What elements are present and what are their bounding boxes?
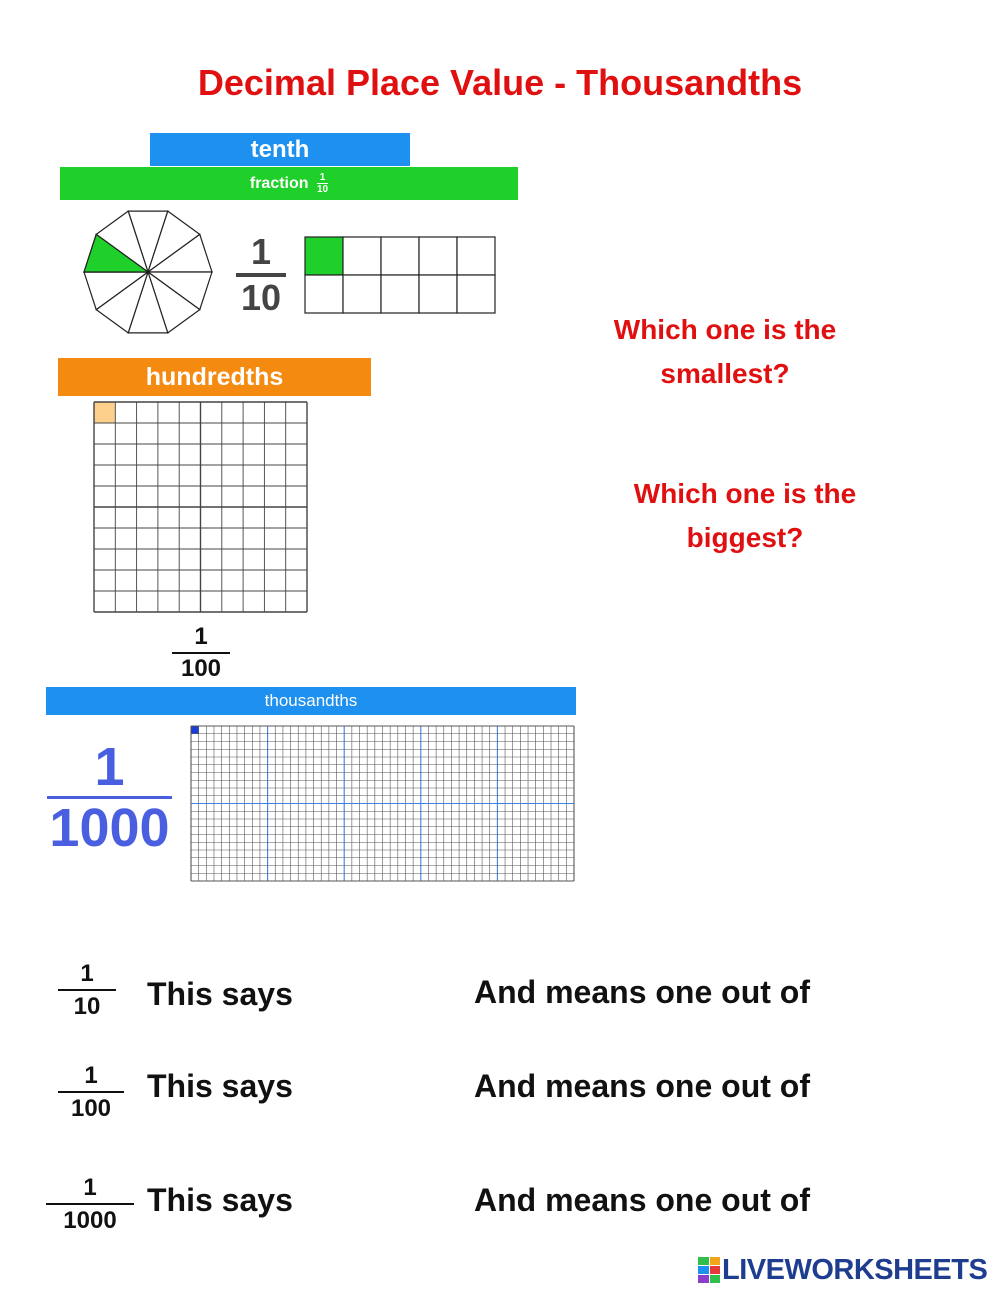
tenths-grid-cell: [457, 237, 495, 275]
tenths-grid-cell: [343, 275, 381, 313]
tenths-grid-cell: [343, 237, 381, 275]
hundredths-grid: [93, 401, 311, 615]
fraction-header-label: fraction: [249, 175, 309, 192]
tenths-grid-cell: [305, 275, 343, 313]
row3-fraction-denominator: 1000: [63, 1207, 117, 1234]
hundredth-fraction-numerator: 1: [194, 623, 208, 650]
thousandth-fraction: [47, 737, 172, 858]
tenth-fraction: [236, 233, 286, 317]
mini-fraction-denominator: 10: [317, 184, 329, 196]
thousandth-fraction-denominator: 1000: [49, 798, 170, 858]
question-biggest: Which one is the biggest?: [633, 478, 857, 553]
hundredth-fraction-denominator: 100: [180, 655, 222, 682]
hundredths-shaded-cell: [94, 402, 115, 423]
row1-fraction-line: [58, 989, 116, 991]
row1-says-label: This says: [147, 976, 293, 1012]
row2-means-label: And means one out of: [474, 1068, 810, 1104]
row1-fraction: [58, 960, 116, 1020]
liveworksheets-logo-icon: [698, 1257, 720, 1283]
thousandths-header: thousandths: [46, 687, 576, 715]
thousandths-grid: [190, 725, 578, 883]
row1-fraction-numerator: 1: [80, 960, 94, 987]
row1-fraction-denominator: 10: [73, 993, 101, 1020]
row2-says-label: This says: [147, 1068, 293, 1104]
tenths-grid-cell: [419, 237, 457, 275]
row2-fraction: [58, 1062, 124, 1122]
liveworksheets-logo: [698, 1254, 987, 1286]
hundredths-header: hundredths: [58, 358, 371, 396]
page-title: Decimal Place Value - Thousandths: [197, 62, 803, 103]
tenths-grid-shaded-cell: [305, 237, 343, 275]
row1-means-label: And means one out of: [474, 974, 810, 1010]
tenth-fraction-numerator: 1: [250, 231, 272, 272]
tenths-grid-cell: [381, 237, 419, 275]
hundredth-fraction: [172, 624, 230, 682]
hundredth-fraction-line: [172, 652, 230, 654]
mini-fraction-numerator: 1: [317, 172, 328, 184]
decagon-tenths-diagram: [78, 207, 218, 337]
row3-fraction: [46, 1174, 134, 1234]
tenth-fraction-denominator: 10: [240, 277, 282, 318]
row2-fraction-numerator: 1: [84, 1062, 98, 1089]
row3-fraction-line: [46, 1203, 134, 1205]
tenths-bar-grid: [304, 236, 498, 316]
row3-fraction-numerator: 1: [83, 1174, 97, 1201]
tenth-header: tenth: [150, 133, 410, 166]
thousandth-fraction-numerator: 1: [94, 737, 125, 797]
tenths-grid-cell: [457, 275, 495, 313]
row2-fraction-line: [58, 1091, 124, 1093]
fraction-header-mini-fraction: [317, 172, 328, 195]
tenths-grid-cell: [381, 275, 419, 313]
fraction-tenth-header: [60, 167, 518, 200]
row2-fraction-denominator: 100: [70, 1095, 112, 1122]
question-smallest: Which one is the smallest?: [613, 314, 837, 389]
thousandths-shaded-cell: [191, 726, 199, 734]
row3-means-label: And means one out of: [474, 1182, 810, 1218]
liveworksheets-logo-text: LIVEWORKSHEETS: [722, 1253, 988, 1286]
row3-says-label: This says: [147, 1182, 293, 1218]
tenths-grid-cell: [419, 275, 457, 313]
